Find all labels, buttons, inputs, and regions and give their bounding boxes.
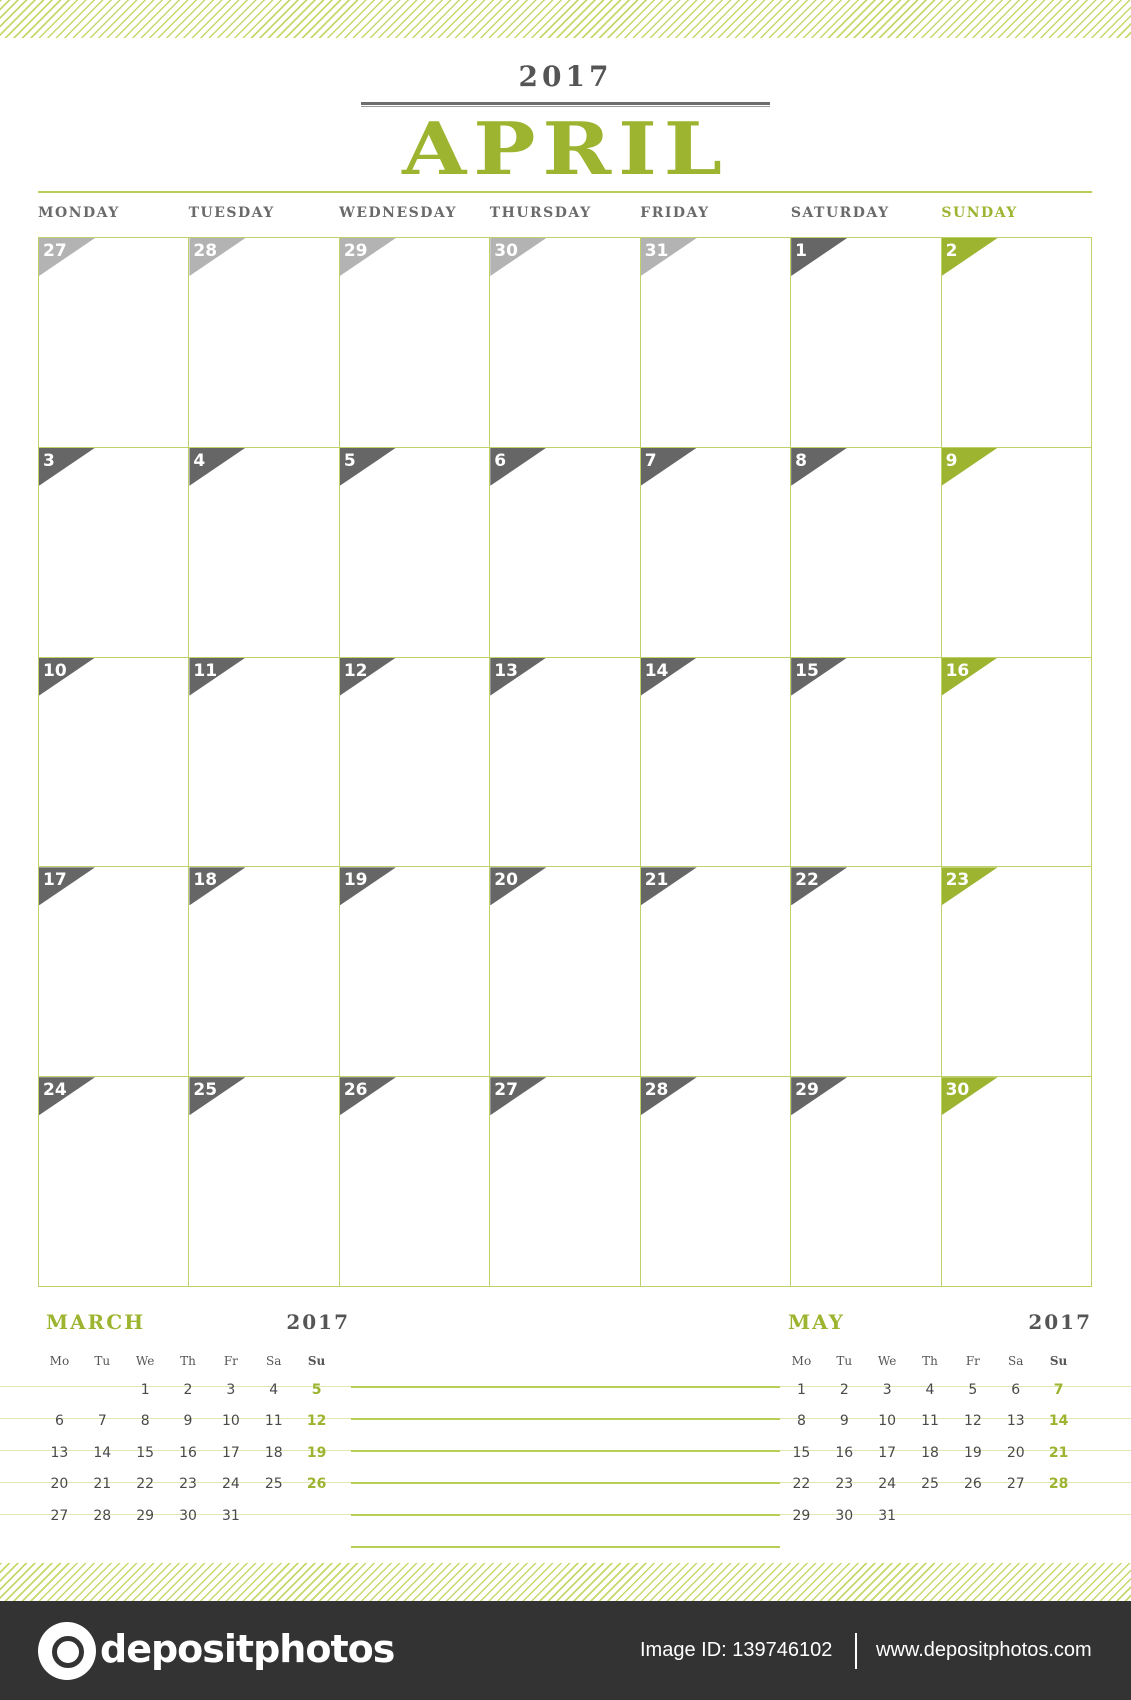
- day-number: 10: [43, 660, 67, 681]
- mini-day-name: Su: [1049, 1354, 1068, 1368]
- mini-day-number: 23: [835, 1476, 854, 1493]
- day-number: 5: [343, 450, 356, 471]
- day-number: 22: [795, 870, 819, 891]
- weekday-label: WEDNESDAY: [339, 205, 458, 221]
- day-number: 12: [343, 660, 368, 681]
- mini-day-number: 11: [921, 1413, 939, 1430]
- mini-day-number: 9: [839, 1413, 849, 1430]
- day-number: 6: [494, 450, 507, 471]
- mini-day-name: Th: [922, 1354, 938, 1368]
- day-number: 20: [494, 870, 518, 891]
- mini-day-name: We: [877, 1354, 897, 1368]
- weekday-label: SATURDAY: [790, 205, 890, 221]
- mini-day-number: 20: [50, 1476, 69, 1493]
- mini-day-number: 16: [179, 1444, 197, 1461]
- mini-day-number: 8: [140, 1413, 150, 1430]
- mini-day-number: 30: [179, 1507, 197, 1524]
- weekday-label-sunday: SUNDAY: [941, 205, 1018, 221]
- weekday-label: MONDAY: [38, 205, 120, 221]
- mini-calendar-week: [788, 1437, 1088, 1469]
- bottom-stripe-border: [0, 1563, 1131, 1601]
- mini-day-name: Mo: [791, 1354, 812, 1368]
- mini-calendar-body: [46, 1348, 346, 1532]
- mini-day-number: 9: [183, 1413, 193, 1430]
- mini-day-number: 22: [136, 1476, 155, 1493]
- mini-day-number: 13: [1006, 1413, 1025, 1430]
- weekday-header-row: [38, 205, 1092, 225]
- day-cell: [189, 448, 339, 658]
- day-number: 27: [494, 1080, 518, 1101]
- day-number: 7: [644, 450, 657, 471]
- day-cell: [942, 867, 1092, 1077]
- day-number: 14: [644, 660, 669, 681]
- day-cell: [490, 867, 640, 1077]
- note-line: [351, 1482, 780, 1484]
- header-divider: [38, 191, 1092, 193]
- mini-day-name: Tu: [836, 1354, 853, 1368]
- mini-day-number: 14: [93, 1444, 112, 1461]
- mini-calendar-week: [46, 1406, 346, 1438]
- mini-day-number: 12: [306, 1413, 327, 1430]
- title-divider: [361, 102, 770, 105]
- note-line: [351, 1386, 780, 1388]
- mini-day-number: 26: [306, 1476, 327, 1493]
- site-url: www.depositphotos.com: [876, 1639, 1092, 1661]
- weekday-label: TUESDAY: [188, 205, 275, 221]
- mini-day-name: Th: [180, 1354, 196, 1368]
- day-number: 30: [494, 241, 518, 261]
- weekday-label: THURSDAY: [489, 205, 592, 221]
- day-cell: [189, 1077, 339, 1287]
- day-cell: [791, 448, 941, 658]
- mini-day-number: 25: [921, 1476, 939, 1493]
- mini-calendar-day-names: [46, 1348, 346, 1374]
- day-cell: [641, 238, 791, 448]
- mini-calendar-week: [788, 1469, 1088, 1501]
- mini-day-number: 18: [264, 1444, 283, 1461]
- day-cell: [641, 658, 791, 868]
- day-cell: [791, 1077, 941, 1287]
- month-grid: [38, 237, 1092, 1287]
- day-cell: [490, 238, 640, 448]
- mini-calendar-week: [788, 1374, 1088, 1406]
- day-cell: [490, 658, 640, 868]
- mini-day-number: 6: [1011, 1381, 1021, 1398]
- calendar-year: 2017: [518, 60, 613, 93]
- mini-calendar-year: 2017: [1028, 1310, 1092, 1334]
- mini-calendar-march: [46, 1310, 350, 1532]
- mini-day-name: Mo: [49, 1354, 70, 1368]
- day-number: 23: [945, 870, 970, 891]
- mini-day-name: We: [135, 1354, 155, 1368]
- calendar-month: APRIL: [402, 106, 729, 191]
- day-cell: [39, 448, 189, 658]
- day-number: 15: [795, 660, 819, 681]
- mini-calendar-month: MAY: [788, 1310, 845, 1334]
- day-cell: [340, 658, 490, 868]
- mini-day-number: 1: [796, 1381, 806, 1398]
- day-cell: [39, 867, 189, 1077]
- mini-day-number: 18: [921, 1444, 939, 1461]
- mini-day-number: 15: [136, 1444, 155, 1461]
- mini-day-number: 20: [1006, 1444, 1025, 1461]
- day-cell: [791, 867, 941, 1077]
- mini-day-number: 21: [1048, 1444, 1069, 1461]
- mini-day-number: 14: [1048, 1413, 1069, 1430]
- mini-day-number: 3: [226, 1381, 236, 1398]
- mini-day-number: 4: [925, 1381, 935, 1398]
- day-number: 3: [43, 450, 55, 471]
- mini-day-number: 2: [183, 1381, 193, 1398]
- mini-calendar-week: [788, 1500, 1088, 1532]
- mini-day-number: 29: [136, 1507, 155, 1524]
- mini-day-number: 7: [1053, 1381, 1064, 1398]
- mini-day-name: Fr: [965, 1354, 980, 1368]
- mini-day-number: 12: [963, 1413, 982, 1430]
- mini-calendar-week: [46, 1437, 346, 1469]
- day-number: 29: [795, 1080, 819, 1101]
- day-number: 18: [193, 870, 218, 891]
- day-number: 16: [945, 660, 970, 681]
- day-number: 28: [644, 1080, 669, 1101]
- day-number: 24: [43, 1080, 67, 1101]
- weekday-label: FRIDAY: [640, 205, 710, 221]
- mini-day-number: 27: [50, 1507, 69, 1524]
- mini-calendar-day-names: [788, 1348, 1088, 1374]
- mini-day-number: 31: [878, 1507, 897, 1524]
- day-cell: [942, 448, 1092, 658]
- mini-day-number: 24: [221, 1476, 240, 1493]
- day-number: 29: [343, 241, 368, 261]
- day-cell: [490, 448, 640, 658]
- note-line: [351, 1418, 780, 1420]
- mini-day-number: 17: [221, 1444, 240, 1461]
- day-number: 4: [193, 450, 206, 471]
- day-number: 1: [795, 241, 807, 261]
- mini-day-name: Fr: [223, 1354, 238, 1368]
- brand-logo-text: depositphotos: [100, 1627, 395, 1671]
- day-cell: [189, 238, 339, 448]
- mini-day-number: 8: [796, 1413, 806, 1430]
- mini-day-number: 10: [221, 1413, 240, 1430]
- mini-day-number: 22: [792, 1476, 811, 1493]
- mini-day-name: Su: [307, 1354, 326, 1368]
- image-id-label: Image ID: 139746102: [640, 1639, 833, 1661]
- mini-day-number: 1: [140, 1381, 150, 1398]
- day-cell: [39, 238, 189, 448]
- camera-aperture-icon: [38, 1622, 96, 1680]
- mini-day-number: 30: [835, 1507, 854, 1524]
- mini-day-number: 31: [221, 1507, 240, 1524]
- mini-day-number: 17: [878, 1444, 897, 1461]
- mini-day-number: 19: [963, 1444, 982, 1461]
- day-number: 8: [795, 450, 807, 471]
- mini-day-number: 26: [963, 1476, 982, 1493]
- day-number: 11: [193, 660, 218, 681]
- note-line: [351, 1546, 780, 1548]
- note-line: [351, 1514, 780, 1516]
- day-cell: [189, 867, 339, 1077]
- day-cell: [189, 658, 339, 868]
- watermark-footer: [0, 1601, 1131, 1700]
- day-cell: [39, 1077, 189, 1287]
- day-number: 27: [43, 241, 67, 261]
- day-cell: [340, 867, 490, 1077]
- mini-day-number: 15: [792, 1444, 811, 1461]
- day-number: 17: [43, 870, 67, 891]
- mini-calendar-week: [788, 1406, 1088, 1438]
- day-number: 9: [945, 450, 958, 471]
- mini-calendar-year: 2017: [286, 1310, 350, 1334]
- mini-day-number: 5: [311, 1381, 322, 1398]
- day-number: 2: [945, 241, 958, 261]
- day-cell: [39, 658, 189, 868]
- mini-day-number: 11: [264, 1413, 283, 1430]
- mini-calendar-week: [46, 1500, 346, 1532]
- mini-day-number: 19: [306, 1444, 327, 1461]
- mini-day-number: 29: [792, 1507, 811, 1524]
- mini-day-number: 6: [54, 1413, 64, 1430]
- day-cell: [942, 1077, 1092, 1287]
- mini-calendar-month: MARCH: [46, 1310, 146, 1334]
- note-line: [351, 1450, 780, 1452]
- day-cell: [340, 1077, 490, 1287]
- day-number: 19: [343, 870, 368, 891]
- day-cell: [340, 448, 490, 658]
- day-cell: [942, 658, 1092, 868]
- day-cell: [942, 238, 1092, 448]
- day-cell: [340, 238, 490, 448]
- mini-day-name: Sa: [266, 1354, 282, 1368]
- mini-day-number: 23: [179, 1476, 197, 1493]
- day-cell: [641, 867, 791, 1077]
- mini-day-number: 25: [264, 1476, 283, 1493]
- mini-day-number: 4: [269, 1381, 279, 1398]
- mini-calendar-may: [788, 1310, 1092, 1532]
- mini-day-number: 28: [1048, 1476, 1069, 1493]
- day-number: 30: [945, 1080, 970, 1101]
- day-number: 31: [644, 241, 669, 261]
- mini-calendar-body: [788, 1348, 1088, 1532]
- day-cell: [791, 238, 941, 448]
- day-number: 13: [494, 660, 518, 681]
- day-cell: [641, 1077, 791, 1287]
- mini-day-number: 28: [93, 1507, 112, 1524]
- mini-day-number: 24: [878, 1476, 897, 1493]
- mini-calendar-week: [46, 1469, 346, 1501]
- day-number: 21: [644, 870, 669, 891]
- mini-day-number: 13: [50, 1444, 69, 1461]
- top-stripe-border: [0, 0, 1131, 38]
- mini-day-number: 7: [97, 1413, 107, 1430]
- day-number: 28: [193, 241, 218, 261]
- day-cell: [641, 448, 791, 658]
- day-cell: [490, 1077, 640, 1287]
- mini-day-name: Sa: [1008, 1354, 1024, 1368]
- mini-day-number: 5: [968, 1381, 978, 1398]
- day-number: 26: [343, 1080, 368, 1101]
- mini-day-number: 16: [835, 1444, 854, 1461]
- mini-calendar-week: [46, 1374, 346, 1406]
- mini-day-number: 3: [882, 1381, 892, 1398]
- mini-day-number: 21: [93, 1476, 112, 1493]
- mini-day-name: Tu: [94, 1354, 111, 1368]
- footer-separator: [855, 1633, 857, 1669]
- day-number: 25: [193, 1080, 218, 1101]
- day-cell: [791, 658, 941, 868]
- mini-day-number: 27: [1006, 1476, 1025, 1493]
- mini-day-number: 10: [878, 1413, 897, 1430]
- mini-day-number: 2: [839, 1381, 849, 1398]
